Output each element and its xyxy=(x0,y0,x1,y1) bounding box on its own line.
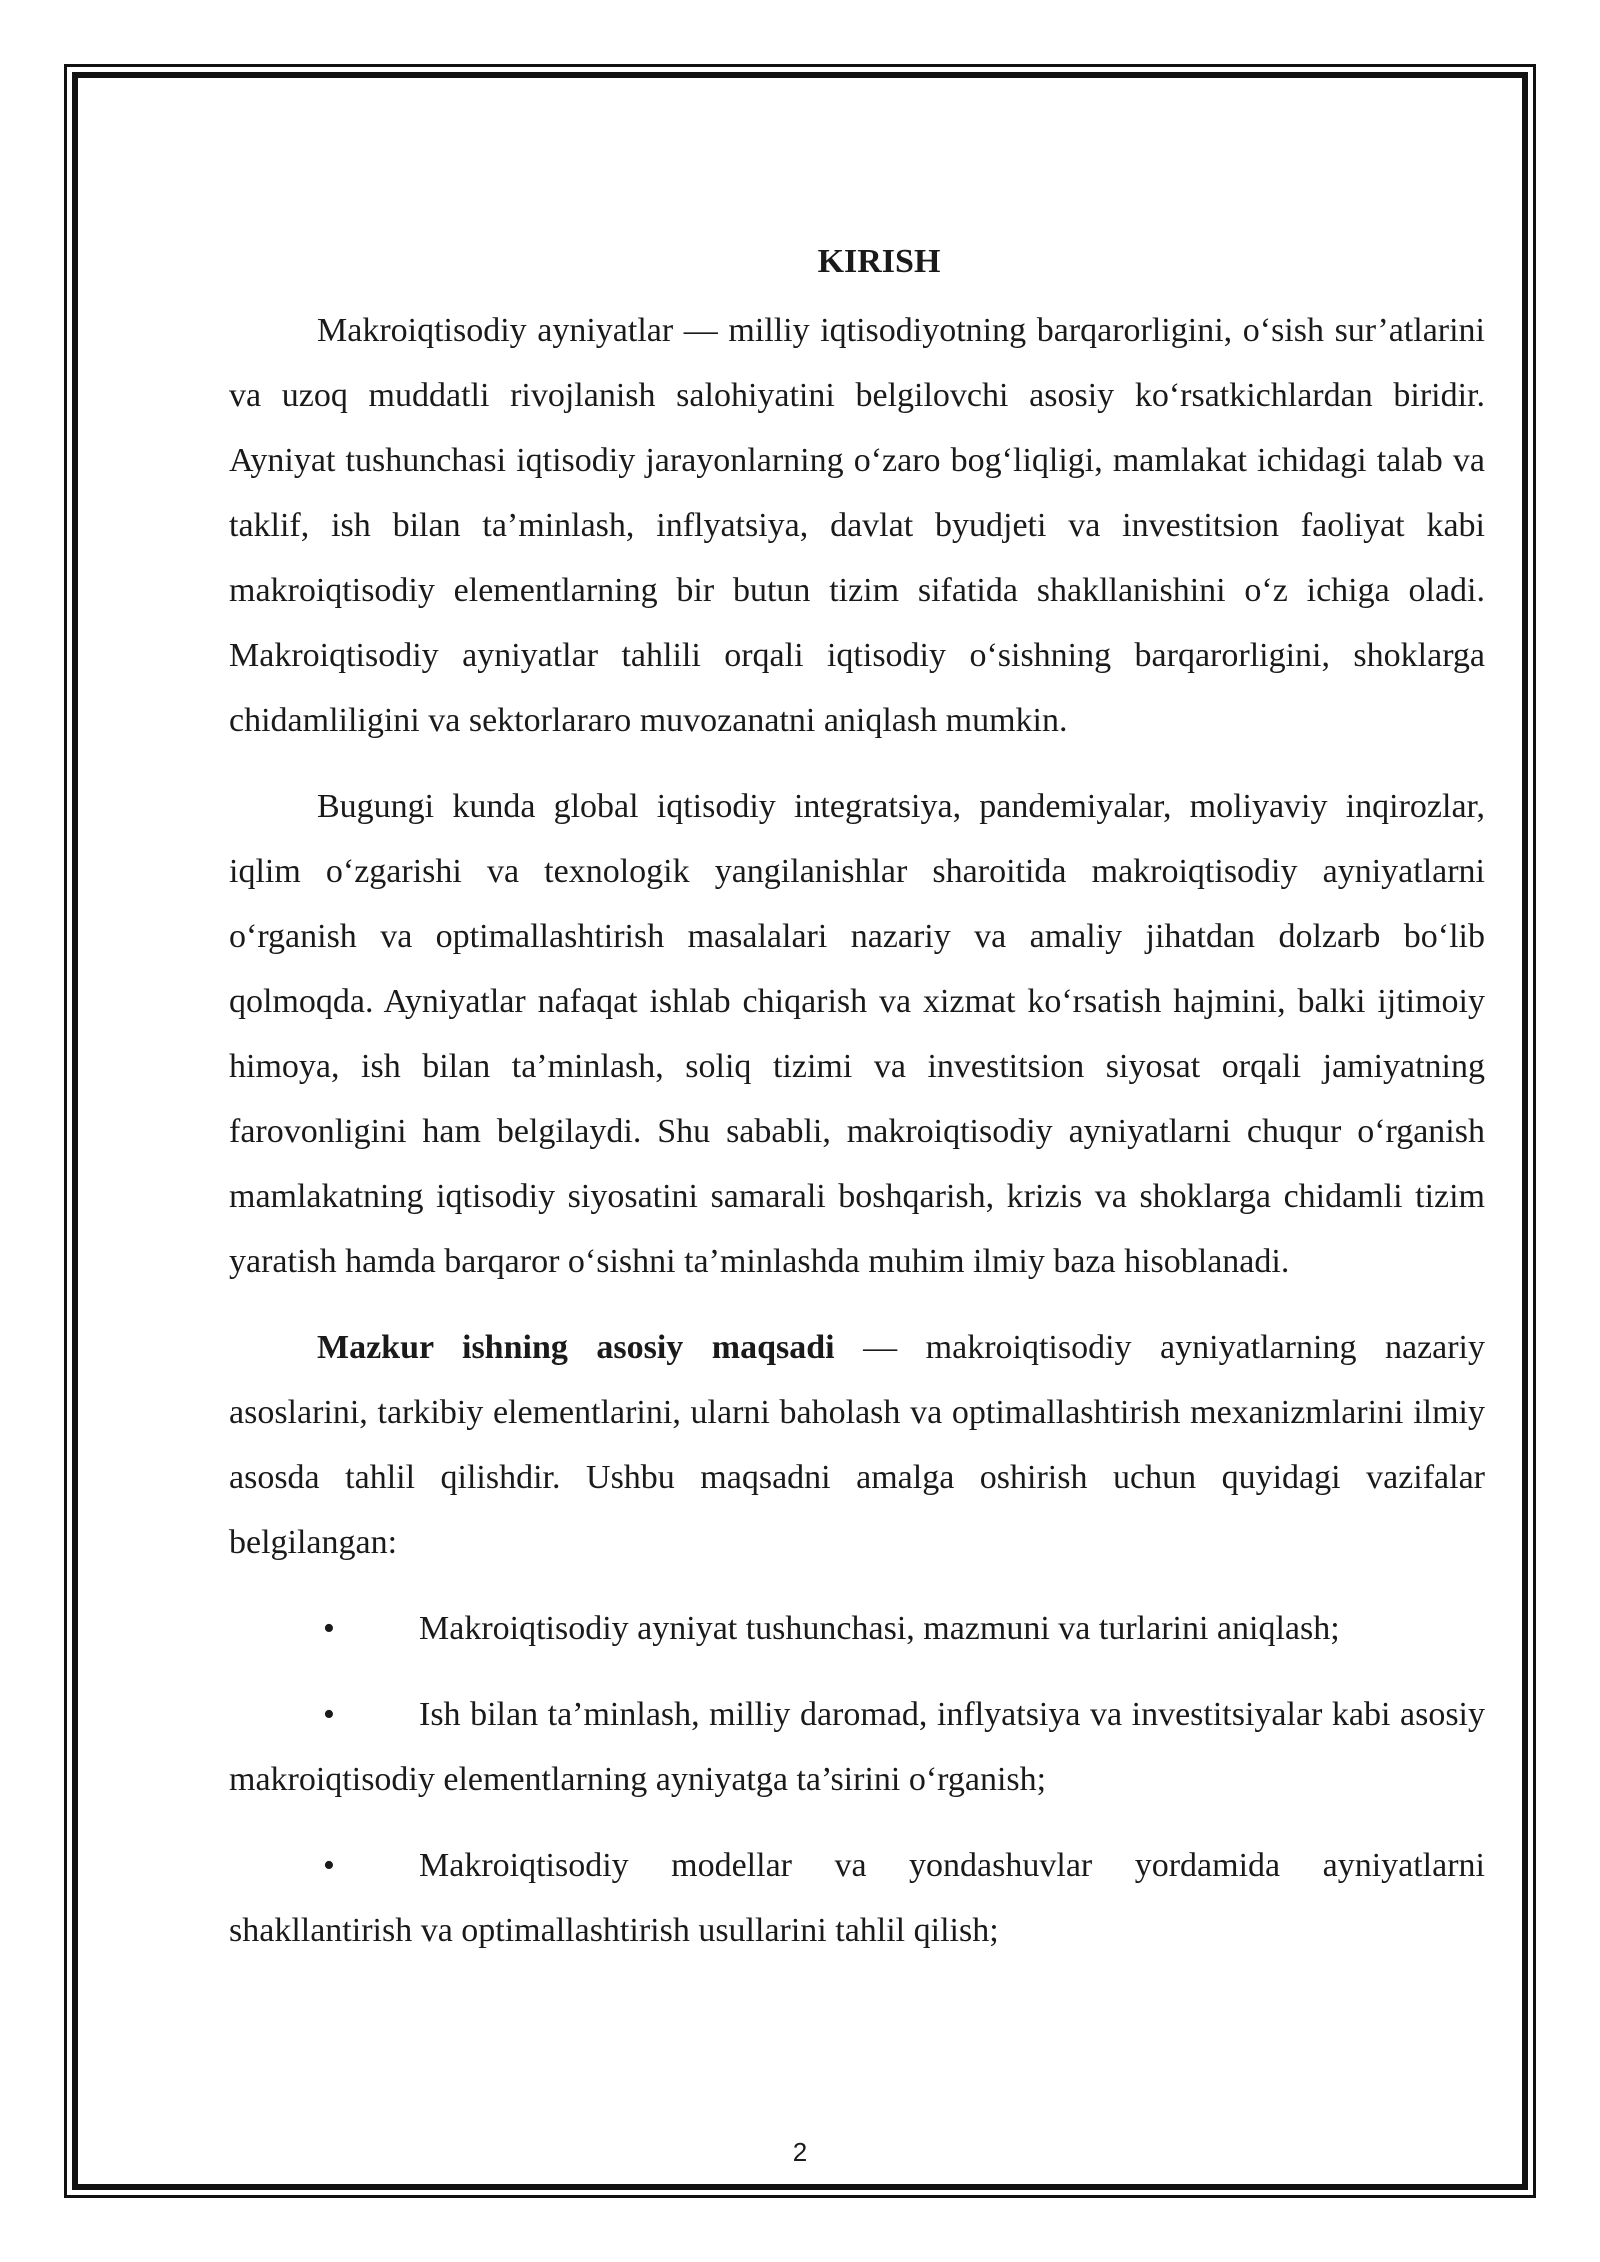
task-text: Makroiqtisodiy modellar va yondashuvlar yordamida ayniyatlarni shakllantirish va optimallashtirish usullarini tahlil qilish; xyxy=(229,1847,1485,1949)
section-heading: KIRISH xyxy=(817,243,941,280)
goal-text: — makroiqtisodiy ayniyatlarning nazariy asoslarini, tarkibiy elementlarini, ularni baholash va optimallashtirish mexanizmlarini ilmiy asosda tahlil qilishdir. Ushbu maqsadni amalga oshirish uchun quyidagi vazifalar belgilangan: xyxy=(229,1329,1486,1561)
task-list-item xyxy=(229,1596,1485,1661)
task-text: Makroiqtisodiy ayniyat tushunchasi, mazmuni va turlarini aniqlash; xyxy=(419,1610,1340,1647)
page-number: 2 xyxy=(792,2137,808,2167)
bullet-icon: • xyxy=(323,1610,335,1647)
intro-paragraph-2: Bugungi kunda global iqtisodiy integratsiya, pandemiyalar, moliyaviy inqirozlar, iqlim o‘zgarishi va texnologik yangilanishlar sharoitida makroiqtisodiy ayniyatlarni o‘rganish va optimallashtirish masalalari nazariy va amaliy jihatdan dolzarb bo‘lib qolmoqda. Ayniyatlar nafaqat ishlab chiqarish va xizmat ko‘rsatish hajmini, balki ijtimoiy himoya, ish bilan ta’minlash, soliq tizimi va investitsion siyosat orqali jamiyatning farovonligini ham belgilaydi. Shu sababli, makroiqtisodiy ayniyatlarni chuqur o‘rganish mamlakatning iqtisodiy siyosatini samarali boshqarish, krizis va shoklarga chidamli tizim yaratish hamda barqaror o‘sishni ta’minlashda muhim ilmiy baza hisoblanadi. xyxy=(229,788,1485,1280)
goal-paragraph xyxy=(229,1315,1485,1575)
bullet-icon: • xyxy=(323,1696,335,1733)
task-list-item xyxy=(229,1833,1485,1963)
bullet-icon: • xyxy=(323,1847,335,1884)
goal-bold-lead: Mazkur ishning asosiy maqsadi xyxy=(317,1329,835,1366)
document-body xyxy=(229,236,1485,1984)
task-text: Ish bilan ta’minlash, milliy daromad, inflyatsiya va investitsiyalar kabi asosiy makroiqtisodiy elementlarning ayniyatga ta’sirini o‘rganish; xyxy=(229,1696,1485,1798)
intro-paragraph-1: Makroiqtisodiy ayniyatlar — milliy iqtisodiyotning barqarorligini, o‘sish sur’atlarini va uzoq muddatli rivojlanish salohiyatini belgilovchi asosiy ko‘rsatkichlardan biridir. Ayniyat tushunchasi iqtisodiy jarayonlarning o‘zaro bog‘liqligi, mamlakat ichidagi talab va taklif, ish bilan ta’minlash, inflyatsiya, davlat byudjeti va investitsion faoliyat kabi makroiqtisodiy elementlarning bir butun tizim sifatida shakllanishini o‘z ichiga oladi. Makroiqtisodiy ayniyatlar tahlili orqali iqtisodiy o‘sishning barqarorligini, shoklarga chidamliligini va sektorlararo muvozanatni aniqlash mumkin. xyxy=(229,312,1485,739)
task-list-item xyxy=(229,1682,1485,1812)
